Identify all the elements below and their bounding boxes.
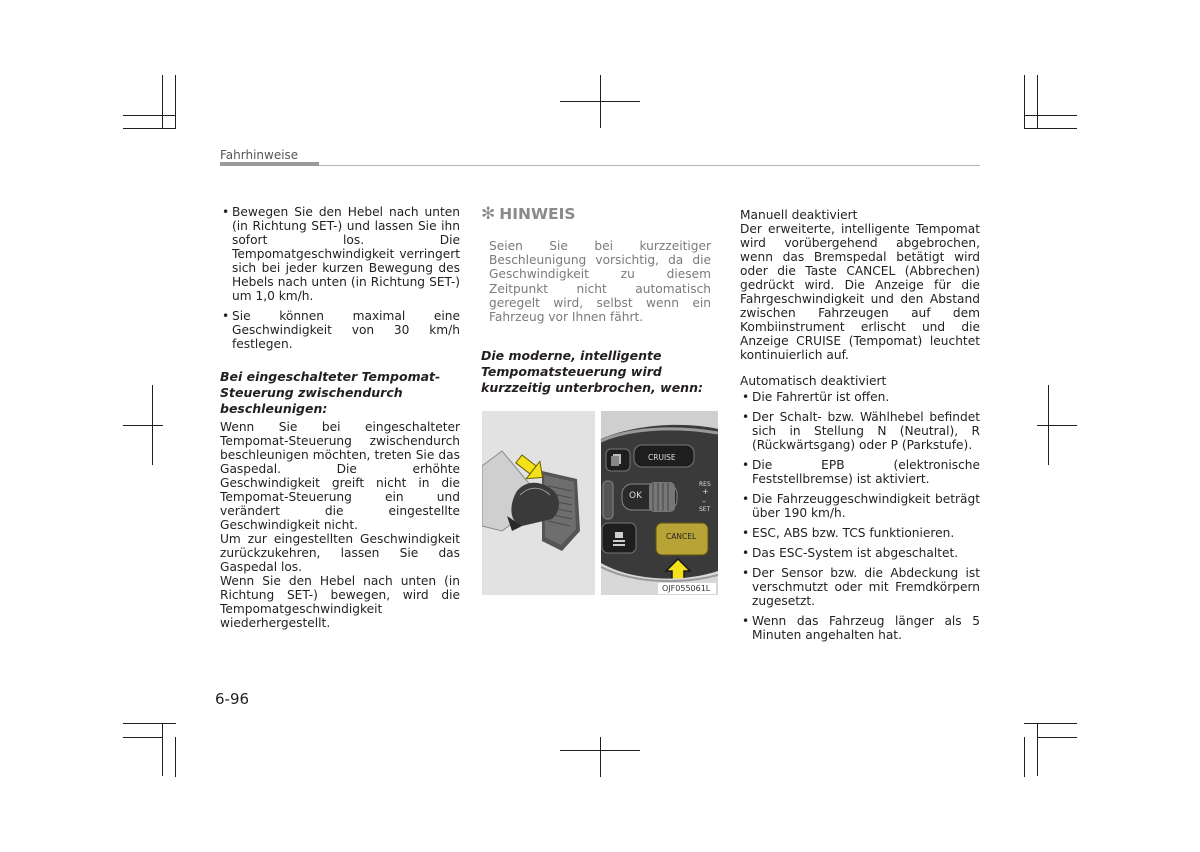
middle-column: [481, 205, 717, 396]
paragraph: Wenn Sie den Hebel nach unten (in Richtung SET-) bewegen, wird die Tempomatgeschwindigkeit wiederhergestellt.: [220, 574, 460, 630]
cruise-label: CRUISE: [648, 453, 676, 462]
header-divider: [319, 165, 980, 166]
paragraph: Der erweiterte, intelligente Tempomat wird vorübergehend abgebrochen, wenn das Bremspedal betätigt wird oder die Taste CANCEL (Abbrechen) gedrückt wird. Die Anzeige für die Fahrgeschwindigkeit und den Abstand zwischen Fahrzeugen auf dem Kombiinstrument erlischt und die Anzeige CRUISE (Tempomat) leuchtet kontinuierlich auf.: [740, 222, 980, 362]
list-item: • Der Schalt- bzw. Wählhebel befindet sich in Stellung N (Neutral), R (Rückwärtsgang) oder P (Parkstufe).: [740, 410, 980, 452]
section-title: Manuell deaktiviert: [740, 208, 858, 222]
list-item: • Sie können maximal eine Geschwindigkeit von 30 km/h festlegen.: [220, 309, 460, 351]
paragraph: Um zur eingestellten Geschwindigkeit zurückzukehren, lassen Sie das Gaspedal los.: [220, 532, 460, 574]
ok-label: OK: [629, 491, 642, 501]
set-label: SET: [699, 506, 711, 513]
cancel-label: CANCEL: [666, 532, 697, 541]
list-item: • Wenn das Fahrzeug länger als 5 Minuten angehalten hat.: [740, 614, 980, 642]
note-text: Seien Sie bei kurzzeitiger Beschleunigung vorsichtig, da die Geschwindigkeit zu diesem Zeitpunkt nicht automatisch geregelt wird, selbst wenn ein Fahrzeug vor Ihnen fährt.: [489, 239, 711, 325]
plus-label: +: [702, 487, 709, 496]
res-label: RES: [699, 481, 711, 488]
pedal-illustration: [482, 411, 595, 595]
list-item: • Der Sensor bzw. die Abdeckung ist verschmutzt oder mit Fremdkörpern zugesetzt.: [740, 566, 980, 608]
list-item: • Die Fahrzeuggeschwindigkeit beträgt über 190 km/h.: [740, 492, 980, 520]
minus-label: –: [702, 497, 706, 506]
asterisk-icon: ✻: [481, 204, 496, 224]
left-column: [220, 205, 460, 630]
list-item: • Das ESC-System ist abgeschaltet.: [740, 546, 980, 560]
section-title: Automatisch deaktiviert: [740, 374, 887, 388]
paragraph: Wenn Sie bei eingeschalteter Tempomat-Steuerung zwischendurch beschleunigen möchten, treten Sie das Gaspedal. Die erhöhte Geschwindigkeit greift nicht in die Tempomat-Steuerung ein und verändert die eingestellte Geschwindigkeit nicht.: [220, 420, 460, 532]
header-bar: [220, 162, 319, 166]
note-title: [481, 204, 717, 224]
bullet-list: [220, 205, 460, 351]
right-column: [740, 208, 980, 648]
steering-wheel-panel: [601, 411, 718, 595]
subheading: Bei eingeschalteter Tempomat-Steuerung zwischendurch beschleunigen:: [220, 369, 441, 416]
section-header: Fahrhinweise: [220, 148, 299, 162]
list-item: • Die EPB (elektronische Feststellbremse) ist aktiviert.: [740, 458, 980, 486]
list-item: • ESC, ABS bzw. TCS funktionieren.: [740, 526, 980, 540]
figure-code: OJF055061L: [662, 584, 711, 593]
bullet-list: [740, 390, 980, 642]
note-title-text: HINWEIS: [499, 205, 576, 223]
list-item: • Bewegen Sie den Hebel nach unten (in Richtung SET-) und lassen Sie ihn sofort los. Die Tempomatgeschwindigkeit verringert sich bei jeder kurzen Bewegung des Hebels nach unten (in Richtung SET-) um 1,0 km/h.: [220, 205, 460, 303]
list-item: • Die Fahrertür ist offen.: [740, 390, 980, 404]
figure-illustration: [482, 411, 718, 595]
page-number: 6-96: [215, 690, 250, 708]
subheading: Die moderne, intelligente Tempomatsteuerung wird kurzzeitig unterbrochen, wenn:: [481, 348, 703, 396]
cruise-control-figure: [482, 411, 718, 595]
